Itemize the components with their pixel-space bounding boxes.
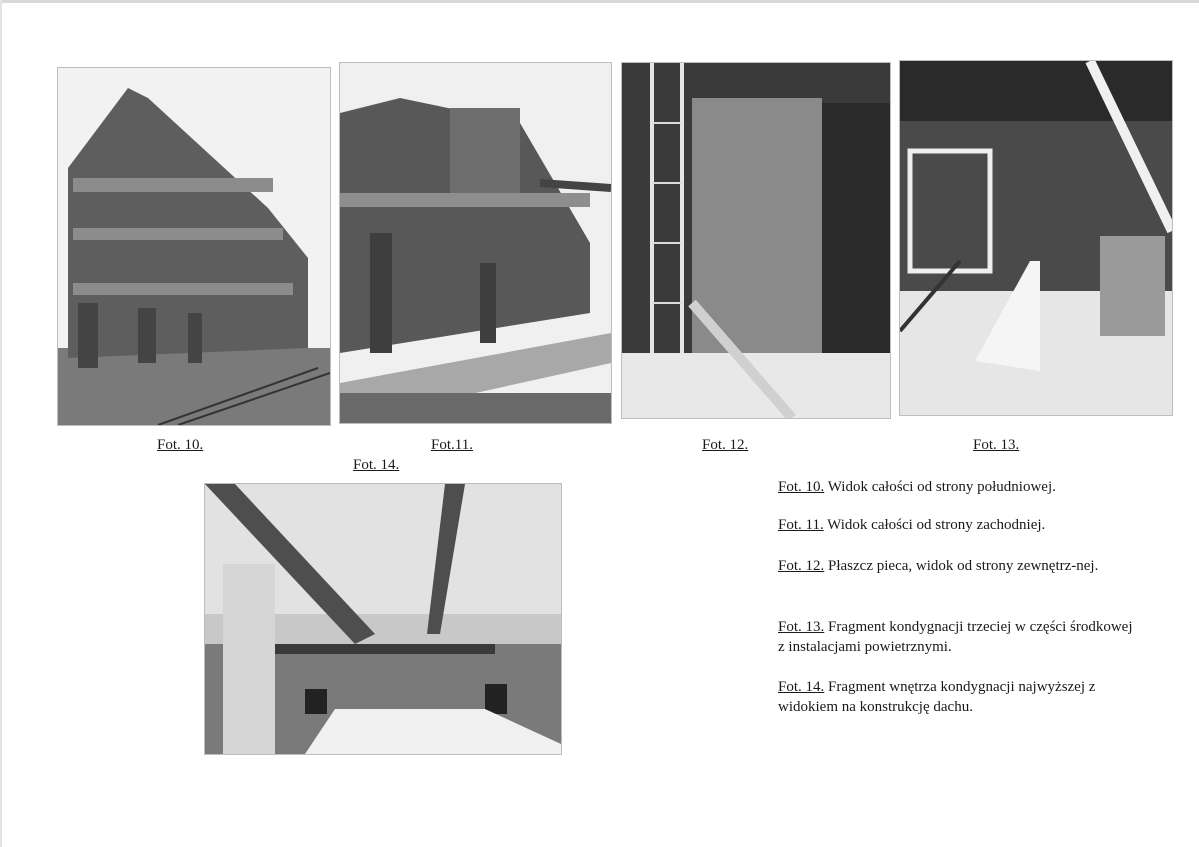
description-fot-14: [778, 677, 1138, 717]
photo-13: [899, 60, 1173, 416]
photo-11: [339, 62, 612, 424]
photo-14: [204, 483, 562, 755]
caption-fot-11: Fot.11.: [431, 437, 473, 453]
caption-fot-10: Fot. 10.: [157, 437, 204, 453]
caption-fot-12: Fot. 12.: [702, 437, 749, 453]
description-ref: Fot. 11.: [778, 517, 824, 533]
scan-edge: [0, 0, 2, 847]
description-fot-11: [778, 515, 1138, 535]
caption-fot-14: Fot. 14.: [353, 457, 400, 473]
description-text: Płaszcz pieca, widok od strony zewnętrz-nej.: [824, 558, 1099, 574]
photo-10: [57, 67, 331, 426]
caption-fot-13: Fot. 13.: [973, 437, 1020, 453]
description-text: Fragment wnętrza kondygnacji najwyższej z widokiem na konstrukcję dachu.: [778, 679, 1096, 715]
description-fot-12: [778, 556, 1138, 576]
description-text: Fragment kondygnacji trzeciej w części środkowej z instalacjami powietrznymi.: [778, 619, 1133, 655]
photo-12: [621, 62, 891, 419]
description-text: Widok całości od strony południowej.: [824, 479, 1056, 495]
scan-edge: [0, 0, 1199, 3]
description-ref: Fot. 10.: [778, 479, 825, 495]
description-ref: Fot. 14.: [778, 679, 825, 695]
description-text: Widok całości od strony zachodniej.: [823, 517, 1046, 533]
description-fot-13: [778, 617, 1138, 657]
description-ref: Fot. 12.: [778, 558, 825, 574]
description-ref: Fot. 13.: [778, 619, 825, 635]
description-fot-10: [778, 477, 1138, 497]
